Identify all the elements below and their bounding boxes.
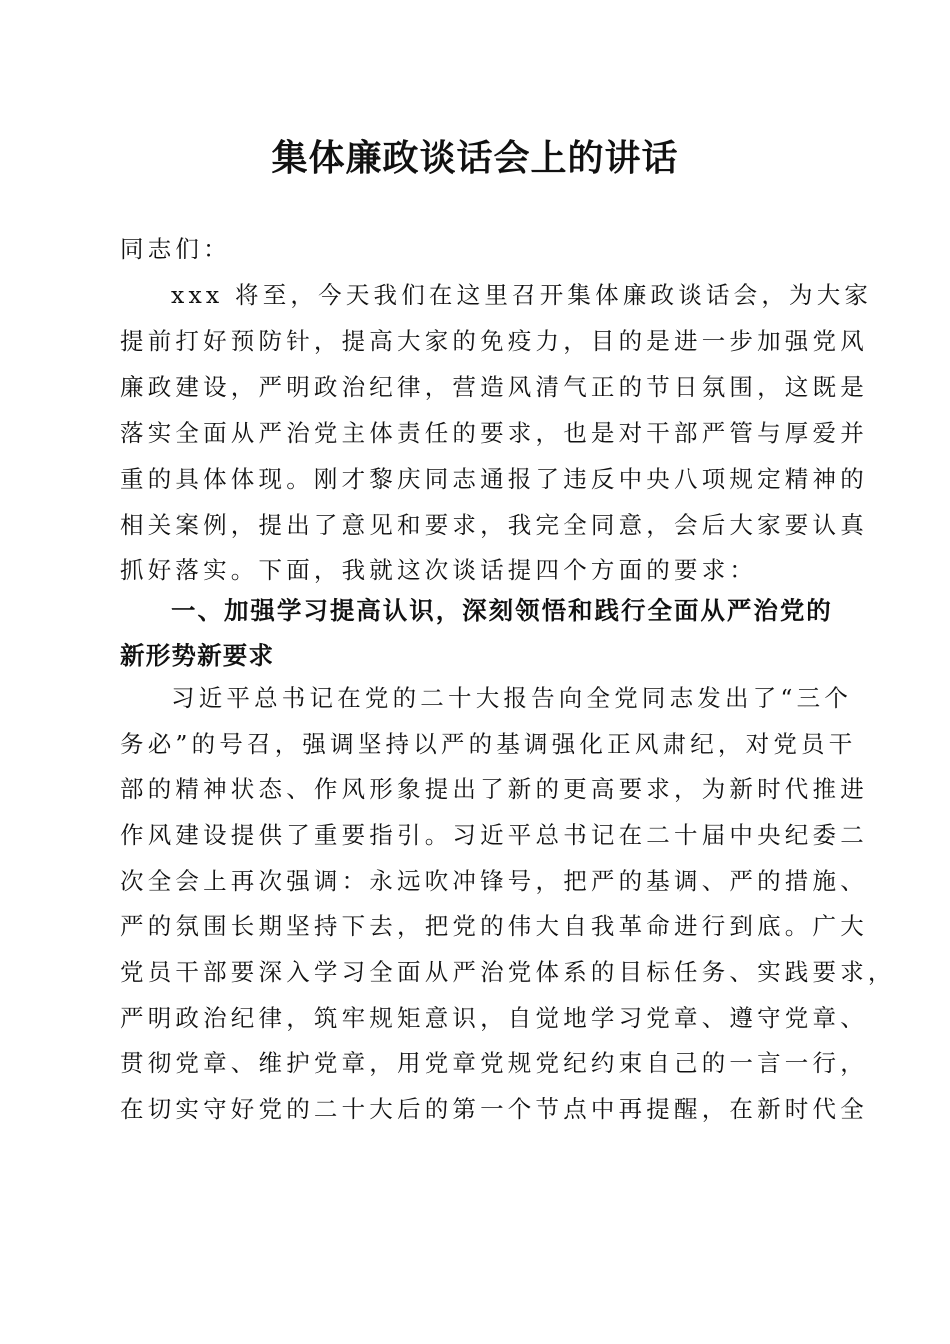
- paragraph-line: 落实全面从严治党主体责任的要求，也是对干部严管与厚爱并: [120, 419, 868, 447]
- section-heading: 新形势新要求: [120, 641, 275, 670]
- paragraph-line: 重的具体体现。刚才黎庆同志通报了违反中央八项规定精神的: [120, 465, 868, 493]
- paragraph-line: 务必”的号召，强调坚持以严的基调强化正风肃纪，对党员干: [120, 730, 857, 758]
- paragraph-line: 严明政治纪律，筑牢规矩意识，自觉地学习党章、遵守党章、: [120, 1004, 868, 1032]
- salutation: 同志们：: [120, 235, 231, 263]
- paragraph-line: 廉政建设，严明政治纪律，营造风清气正的节日氛围，这既是: [120, 373, 868, 401]
- paragraph-line: 习近平总书记在党的二十大报告向全党同志发出了“三个: [171, 684, 853, 712]
- section-heading: 一、加强学习提高认识，深刻领悟和践行全面从严治党的: [171, 596, 832, 625]
- paragraph-line: 严的氛围长期坚持下去，把党的伟大自我革命进行到底。广大: [120, 912, 868, 940]
- paragraph-line: 作风建设提供了重要指引。习近平总书记在二十届中央纪委二: [120, 821, 868, 849]
- paragraph-line: 抓好落实。下面，我就这次谈话提四个方面的要求：: [120, 556, 758, 584]
- paragraph-line: 党员干部要深入学习全面从严治党体系的目标任务、实践要求，: [120, 958, 896, 986]
- paragraph-line: 次全会上再次强调：永远吹冲锋号，把严的基调、严的措施、: [120, 867, 868, 895]
- paragraph-line: xxx 将至，今天我们在这里召开集体廉政谈话会，为大家: [171, 281, 873, 309]
- paragraph-line: 贯彻党章、维护党章，用党章党规党纪约束自己的一言一行，: [120, 1049, 868, 1077]
- paragraph-line: 提前打好预防针，提高大家的免疫力，目的是进一步加强党风: [120, 327, 868, 355]
- paragraph-line: 部的精神状态、作风形象提出了新的更高要求，为新时代推进: [120, 775, 868, 803]
- document-title: 集体廉政谈话会上的讲话: [271, 137, 679, 179]
- paragraph-line: 在切实守好党的二十大后的第一个节点中再提醒，在新时代全: [120, 1095, 868, 1123]
- paragraph-line: 相关案例，提出了意见和要求，我完全同意，会后大家要认真: [120, 511, 868, 539]
